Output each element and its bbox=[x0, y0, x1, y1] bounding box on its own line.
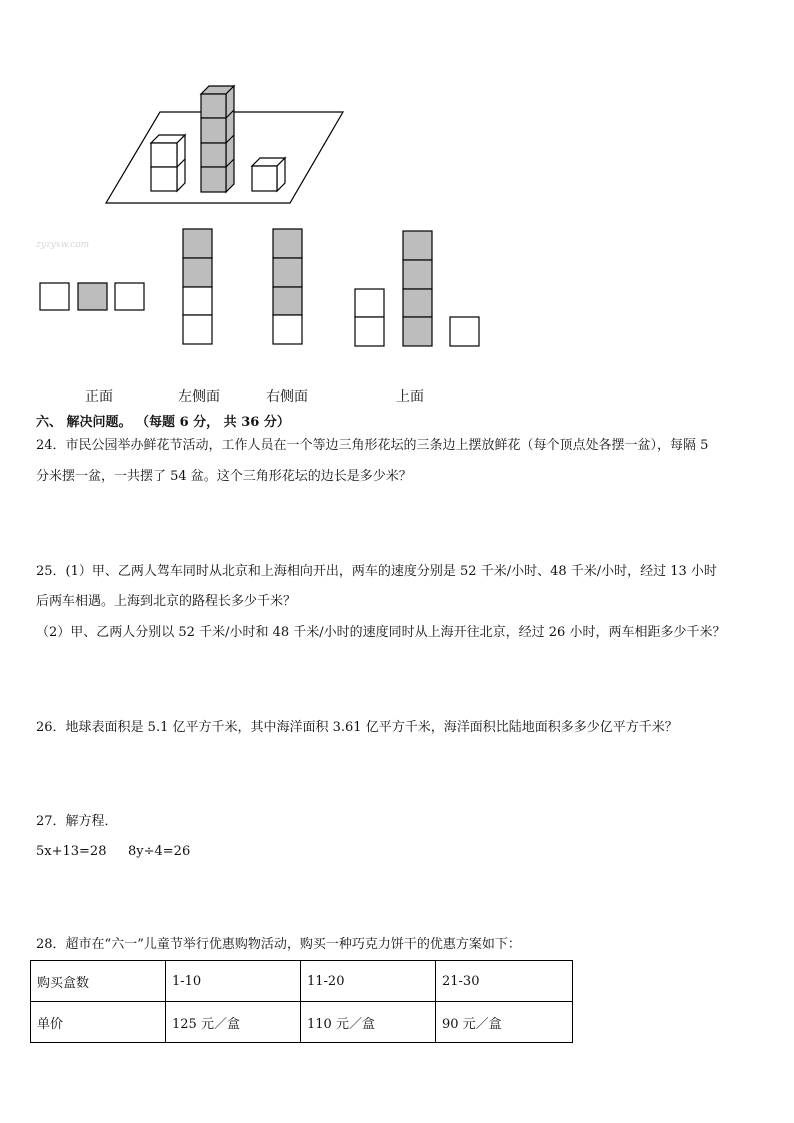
front-view bbox=[40, 283, 144, 310]
table-cell: 1-10 bbox=[166, 961, 301, 1002]
top-view bbox=[355, 231, 479, 346]
price-table bbox=[30, 960, 573, 1043]
section-heading: 六、 解决问题。 （每题 6 分， 共 36 分） bbox=[36, 415, 290, 430]
tall-stack bbox=[201, 86, 234, 192]
table-cell: 125 元／盒 bbox=[166, 1002, 301, 1043]
left-stack bbox=[151, 135, 185, 191]
q24-line1: 24．市民公园举办鲜花节活动，工作人员在一个等边三角形花坛的三条边上摆放鲜花（每个顶点处各摆一盆），每隔 5 bbox=[36, 438, 709, 453]
q27-eq1: 5x+13=28 bbox=[36, 844, 107, 859]
top-view-label: 上面 bbox=[396, 389, 424, 405]
table-cell: 11-20 bbox=[301, 961, 436, 1002]
q26-line1: 26．地球表面积是 5.1 亿平方千米，其中海洋面积 3.61 亿平方千米，海洋面积比陆地面积多多少亿平方千米？ bbox=[36, 720, 678, 735]
table-cell: 110 元／盒 bbox=[301, 1002, 436, 1043]
right-side-view bbox=[273, 229, 302, 344]
table-cell: 21-30 bbox=[436, 961, 573, 1002]
three-d-model bbox=[106, 86, 343, 203]
table-row bbox=[31, 961, 573, 1002]
q28-line1: 28．超市在“六一”儿童节举行优惠购物活动，购买一种巧克力饼干的优惠方案如下： bbox=[36, 937, 521, 952]
table-row bbox=[31, 1002, 573, 1043]
q25-line3: （2）甲、乙两人分别以 52 千米/小时和 48 千米/小时的速度同时从上海开往北京，经过 26 小时，两车相距多少千米？ bbox=[36, 625, 726, 640]
table-cell: 90 元／盒 bbox=[436, 1002, 573, 1043]
right-view-label: 右侧面 bbox=[266, 389, 308, 405]
q25-line2: 后两车相遇。上海到北京的路程长多少千米？ bbox=[36, 594, 297, 609]
left-side-view bbox=[183, 229, 212, 344]
q27-line1: 27．解方程． bbox=[36, 814, 118, 829]
q27-eq2: 8y÷4=26 bbox=[128, 844, 191, 859]
q24-line2: 分米摆一盆，一共摆了 54 盆。这个三角形花坛的边长是多少米？ bbox=[36, 469, 412, 484]
q25-line1: 25．(1）甲、乙两人驾车同时从北京和上海相向开出，两车的速度分别是 52 千米/小时、48 千米/小时，经过 13 小时 bbox=[36, 564, 717, 579]
table-cell: 单价 bbox=[31, 1002, 166, 1043]
watermark: zyzyxw.com bbox=[36, 240, 90, 250]
left-view-label: 左侧面 bbox=[178, 389, 220, 405]
front-view-label: 正面 bbox=[85, 389, 113, 405]
cube-views-figure bbox=[0, 0, 794, 360]
table-cell: 购买盒数 bbox=[31, 961, 166, 1002]
single-cube bbox=[252, 158, 285, 191]
